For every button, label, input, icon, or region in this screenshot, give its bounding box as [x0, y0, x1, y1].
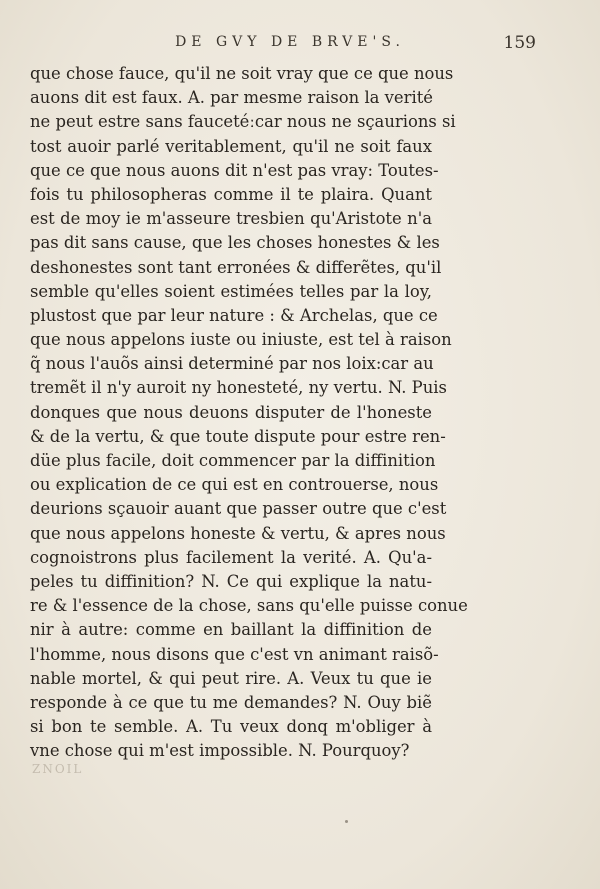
text-line: que nous appelons iuste ou iniuste, est tel à raison: [30, 330, 452, 350]
page-number: 159: [503, 33, 536, 53]
text-line: fois tu philosopheras comme il te plaira. Quant: [30, 184, 432, 204]
text-line: que nous appelons honeste & vertu, & apres nous: [30, 523, 446, 543]
text-line: nir à autre: comme en baillant la diffinition de: [30, 620, 432, 640]
show-through-text: ZNOIL: [32, 762, 84, 776]
text-line: pas dit sans cause, que les choses honestes & les: [30, 233, 440, 253]
ink-speck: [345, 820, 348, 823]
text-line: q̃ nous l'auõs ainsi determiné par nos loix:car au: [30, 354, 434, 374]
text-line: que ce que nous auons dit n'est pas vray: Toutes-: [30, 160, 439, 180]
text-line: si bon te semble. A. Tu veux donq m'obliger à: [30, 717, 432, 737]
text-line: deurions sçauoir auant que passer outre que c'est: [30, 499, 447, 519]
text-line: ou explication de ce qui est en controuerse, nous: [30, 475, 439, 495]
running-title: DE GVY DE BRVE'S.: [175, 34, 405, 50]
text-line: re & l'essence de la chose, sans qu'elle puisse conue: [30, 596, 468, 616]
text-line: tremẽt il n'y auroit ny honesteté, ny vertu. N. Puis: [30, 378, 447, 398]
text-line: responde à ce que tu me demandes? N. Ouy biẽ: [30, 692, 432, 712]
text-line: peles tu diffinition? N. Ce qui explique la natu-: [30, 571, 432, 591]
text-line: nable mortel, & qui peut rire. A. Veux tu que ie: [30, 668, 432, 688]
text-line: cognoistrons plus facilement la verité. A. Qu'a-: [30, 547, 432, 567]
text-line: vne chose qui m'est impossible. N. Pourquoy?: [30, 741, 410, 761]
text-line: donques que nous deuons disputer de l'honeste: [30, 402, 432, 422]
text-line: semble qu'elles soient estimées telles par la loy,: [30, 281, 432, 301]
text-line: düe plus facile, doit commencer par la diffinition: [30, 451, 436, 470]
text-line: deshonestes sont tant erronées & differẽtes, qu'il: [30, 257, 442, 277]
text-block: [30, 62, 468, 763]
text-line: tost auoir parlé veritablement, qu'il ne soit faux: [30, 136, 432, 156]
text-line: auons dit est faux. A. par mesme raison la verité: [30, 88, 433, 108]
text-line: que chose fauce, qu'il ne soit vray que ce que nous: [30, 64, 454, 83]
text-line: & de la vertu, & que toute dispute pour estre ren-: [30, 426, 446, 446]
text-line: est de moy ie m'asseure tresbien qu'Aristote n'a: [30, 209, 432, 229]
text-line: ne peut estre sans faucetéːcar nous ne sçaurions si: [30, 112, 456, 132]
text-line: l'homme, nous disons que c'est vn animant raisõ-: [30, 644, 439, 664]
text-line: plustost que par leur nature : & Archelas, que ce: [30, 305, 438, 325]
